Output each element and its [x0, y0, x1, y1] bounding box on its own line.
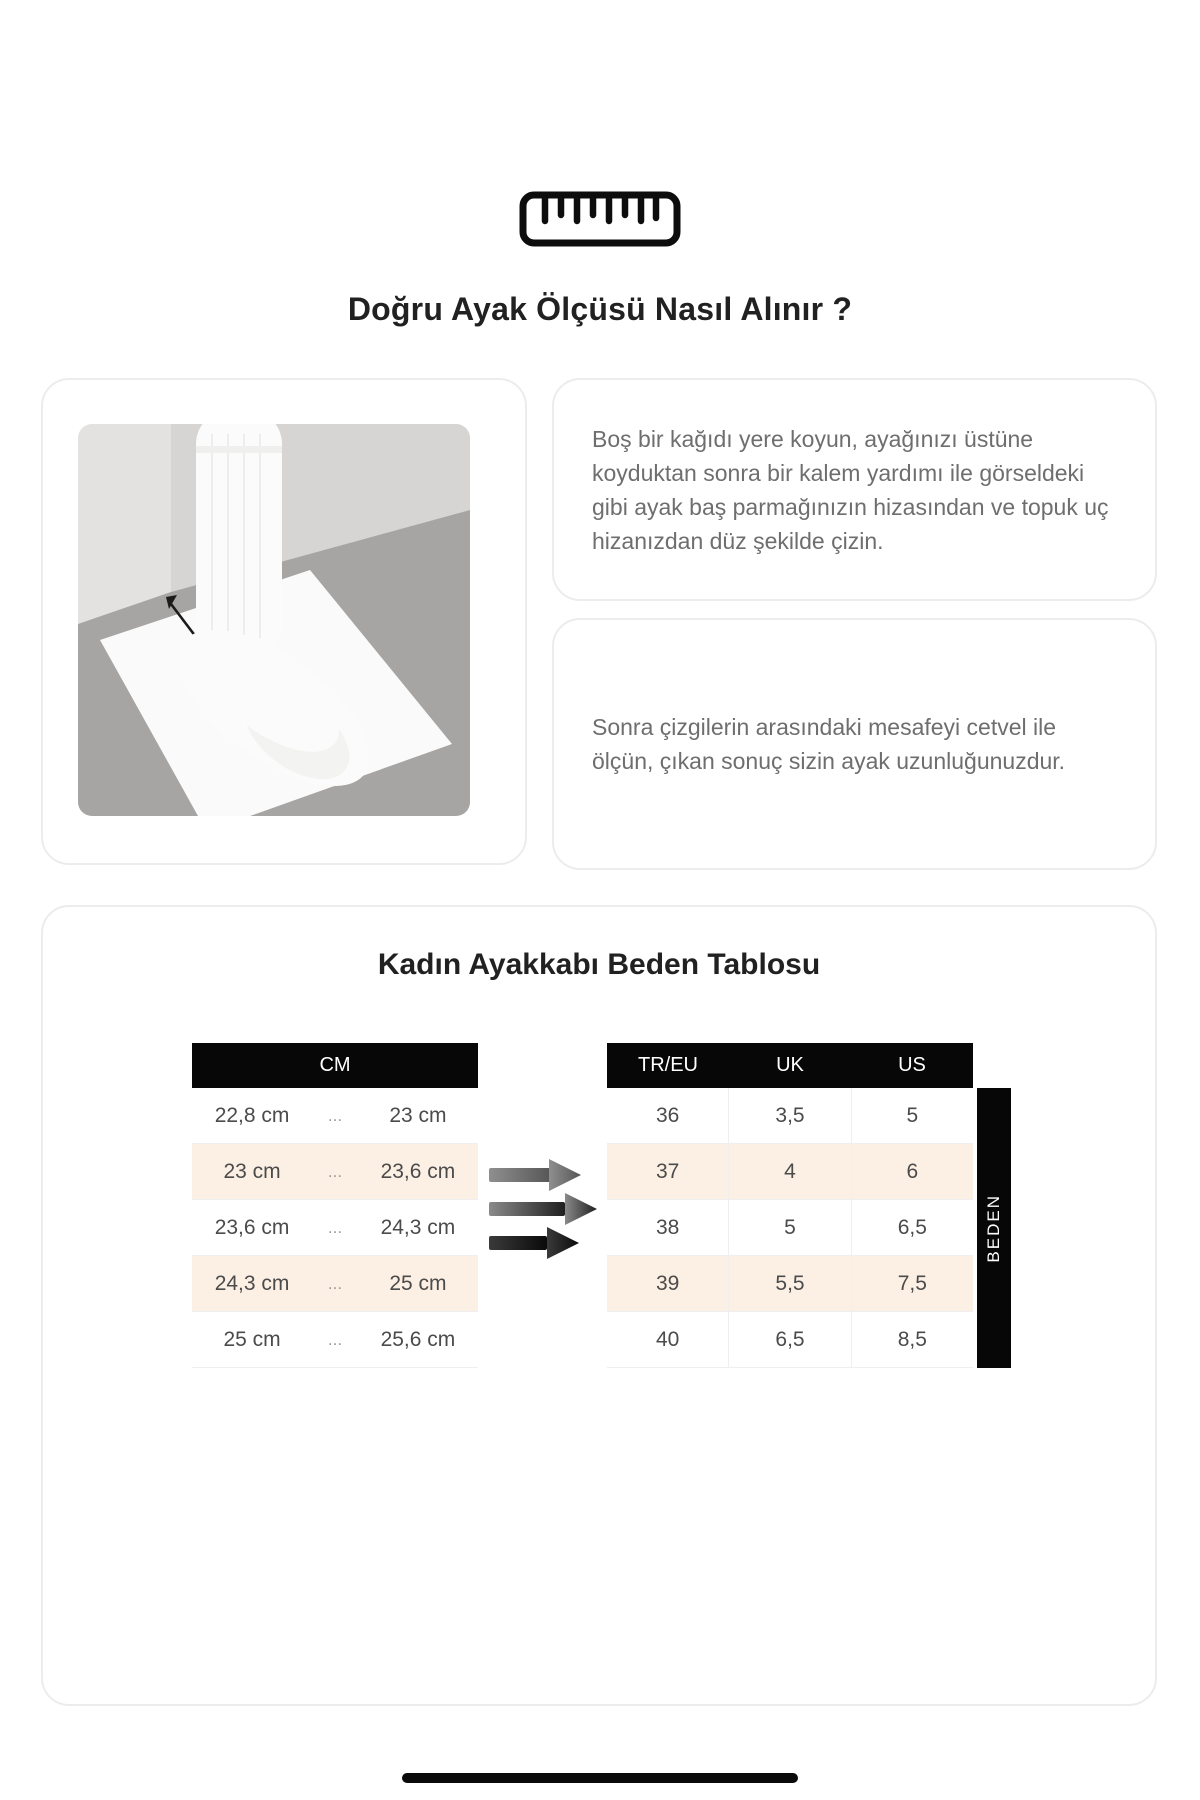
size-table-row [607, 1088, 973, 1144]
cm-table-row [192, 1312, 478, 1368]
cm-table-row [192, 1256, 478, 1312]
size-table-cell: 36 [607, 1088, 729, 1143]
size-table-cell: 5 [729, 1200, 851, 1255]
foot-measure-photo [78, 424, 470, 816]
instruction-text-2: Sonra çizgilerin arasındaki mesafeyi cetvel ile ölçün, çıkan sonuç sizin ayak uzunluğunuzdur. [592, 714, 1066, 774]
size-table-cell: 38 [607, 1200, 729, 1255]
size-table-cell: 40 [607, 1312, 729, 1367]
cm-table-row [192, 1144, 478, 1200]
instruction-text-1: Boş bir kağıdı yere koyun, ayağınızı üstüne koyduktan sonra bir kalem yardımı ile görseldeki gibi ayak baş parmağınızın hizasından ve topuk uç hizanızdan düz şekilde çizin. [592, 425, 1109, 554]
cm-table-header: CM [192, 1043, 478, 1088]
cm-table-cell: 25 cm [389, 1271, 447, 1295]
size-table-cell: 6,5 [729, 1312, 851, 1367]
size-table-row [607, 1144, 973, 1200]
instruction-card-1 [552, 378, 1157, 601]
home-indicator-handle[interactable] [402, 1773, 798, 1783]
transfer-arrows-icon [487, 1146, 599, 1269]
beden-side-label [977, 1088, 1011, 1368]
ruler-icon [0, 190, 1200, 248]
cm-table-row [192, 1088, 478, 1144]
cm-table-cell: 25 cm [223, 1327, 281, 1351]
cm-table-cell: 24,3 cm [380, 1215, 456, 1239]
size-table-cell: 5,5 [729, 1256, 851, 1311]
size-table-row [607, 1312, 973, 1368]
size-table-cell: 39 [607, 1256, 729, 1311]
size-table-column-header: US [898, 1054, 926, 1076]
size-table-row [607, 1200, 973, 1256]
cm-table-cell: 22,8 cm [214, 1103, 290, 1127]
cm-table-cell: ... [327, 1273, 343, 1293]
page-title: Doğru Ayak Ölçüsü Nasıl Alınır ? [347, 291, 853, 327]
cm-table-cell: ... [327, 1105, 343, 1125]
cm-table-cell: 23 cm [389, 1103, 447, 1127]
size-table-cell: 37 [607, 1144, 729, 1199]
size-table-cell: 4 [729, 1144, 851, 1199]
size-table-cell: 7,5 [897, 1271, 927, 1295]
cm-table-cell: 23,6 cm [214, 1215, 290, 1239]
size-table-cell: 3,5 [729, 1088, 851, 1143]
cm-table-cell: 25,6 cm [380, 1327, 456, 1351]
cm-table [192, 1088, 478, 1368]
size-table [607, 1088, 973, 1368]
cm-table-cell: ... [327, 1217, 343, 1237]
cm-table-cell: 24,3 cm [214, 1271, 290, 1295]
size-table-cell: 6,5 [897, 1215, 927, 1239]
size-table-column-header: TR/EU [638, 1054, 698, 1076]
size-table-cell: 8,5 [897, 1327, 927, 1351]
beden-label-text: BEDEN [984, 1193, 1003, 1263]
cm-table-cell: 23,6 cm [380, 1159, 456, 1183]
size-table-column-header: UK [776, 1054, 804, 1076]
cm-table-row [192, 1200, 478, 1256]
cm-table-cell: ... [327, 1329, 343, 1349]
cm-table-cell: 23 cm [223, 1159, 281, 1183]
size-table-row [607, 1256, 973, 1312]
size-table-cell: 5 [906, 1103, 919, 1127]
foot-measure-image-card [41, 378, 527, 865]
cm-table-cell: ... [327, 1161, 343, 1181]
size-table-cell: 6 [906, 1159, 919, 1183]
instruction-card-2 [552, 618, 1157, 870]
size-chart-title: Kadın Ayakkabı Beden Tablosu [377, 948, 821, 981]
size-table-header-row [607, 1043, 973, 1088]
